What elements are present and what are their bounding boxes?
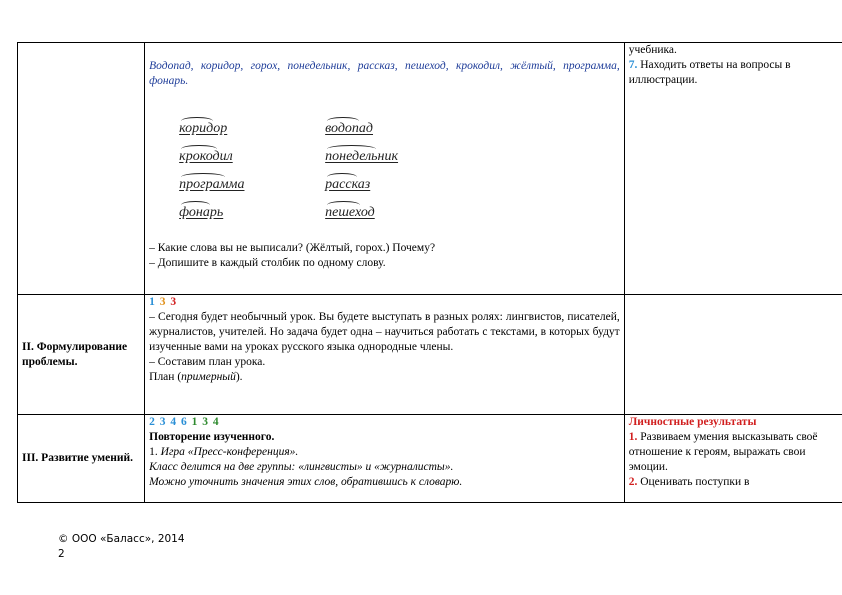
table-row <box>18 415 842 503</box>
competence-numbers <box>149 415 620 430</box>
num: 3 <box>159 296 167 308</box>
section-heading: Повторение изученного. <box>149 431 275 443</box>
stage-cell <box>18 295 145 415</box>
table-row <box>18 295 842 415</box>
stage-cell <box>18 43 145 295</box>
word-left-4: фонарь <box>179 205 224 220</box>
stage-title: II. Формулирование проблемы. <box>22 340 128 368</box>
results-text-1: Развиваем умения высказывать своё отношение к героям, выражать свои эмоции. <box>628 431 818 473</box>
dictionary-note: Можно уточнить значения этих слов, обратившись к словарю. <box>149 476 463 488</box>
results-cell <box>624 43 842 295</box>
results-cell <box>624 415 842 503</box>
num: 4 <box>212 416 220 428</box>
content-cell <box>145 295 625 415</box>
content-cell <box>145 415 625 503</box>
word-left-2: крокодил <box>179 149 233 164</box>
num: 3 <box>159 416 167 428</box>
copyright: © ООО «Баласс», 2014 <box>58 533 185 545</box>
game-title: Игра «Пресс-конференция». <box>160 446 299 458</box>
word-right-3: рассказ <box>325 177 371 192</box>
word-right-1: водопад <box>325 121 374 136</box>
num: 1 <box>149 296 156 308</box>
plan-prefix: План ( <box>149 371 182 383</box>
results-item-2 <box>629 475 839 490</box>
word-right-2: понедельник <box>325 149 399 164</box>
num: 3 <box>202 416 210 428</box>
results-text-2: Оценивать поступки в <box>640 476 750 488</box>
plan-line <box>149 370 620 385</box>
content-cell <box>145 43 625 295</box>
class-division: Класс делится на две группы: «лингвисты» и «журналисты». <box>149 461 454 473</box>
results-item-7 <box>629 58 839 88</box>
words-list: Водопад, коридор, горох, понедельник, рассказ, пешеход, крокодил, жёлтый, программа, фонарь. <box>149 60 620 87</box>
question-2: – Допишите в каждый столбик по одному слову. <box>149 257 386 269</box>
lesson-table <box>17 42 842 503</box>
table-row <box>18 43 842 295</box>
question-1: – Какие слова вы не выписали? (Жёлтый, горох.) Почему? <box>149 242 436 254</box>
game-num: 1. <box>149 446 158 458</box>
teacher-speech: – Сегодня будет необычный урок. Вы будете выступать в разных ролях: лингвистов, писателей, журналистов, учителей. Но задача будет одна – научиться работать с текстами, в которых будут изученные вами на уроках русского языка однородные члены. <box>149 311 620 353</box>
num: 6 <box>181 416 188 428</box>
results-heading: Личностные результаты <box>628 416 757 428</box>
plan-question: – Составим план урока. <box>149 356 266 368</box>
num: 4 <box>170 416 178 428</box>
num: 3 <box>170 296 178 308</box>
results-num-7: 7. <box>628 59 638 71</box>
competence-numbers <box>149 295 620 310</box>
word-right-4: пешеход <box>325 205 375 220</box>
stage-cell <box>18 415 145 503</box>
num: 1 <box>191 416 199 428</box>
results-cell <box>624 295 842 415</box>
word-columns <box>149 121 620 239</box>
results-num-2: 2. <box>628 476 638 488</box>
results-item-1 <box>629 430 839 475</box>
game-line <box>149 445 620 460</box>
results-line-1: учебника. <box>628 44 677 56</box>
page-number: 2 <box>58 548 65 560</box>
word-left-1: коридор <box>179 121 228 136</box>
plan-italic: примерный <box>181 371 236 383</box>
num: 2 <box>149 416 156 428</box>
stage-title: III. Развитие умений. <box>22 452 133 464</box>
results-num-1: 1. <box>628 431 638 443</box>
results-text-7: Находить ответы на вопросы в иллюстрации. <box>628 59 791 86</box>
plan-suffix: ). <box>235 371 243 383</box>
word-left-3: программа <box>179 177 245 192</box>
